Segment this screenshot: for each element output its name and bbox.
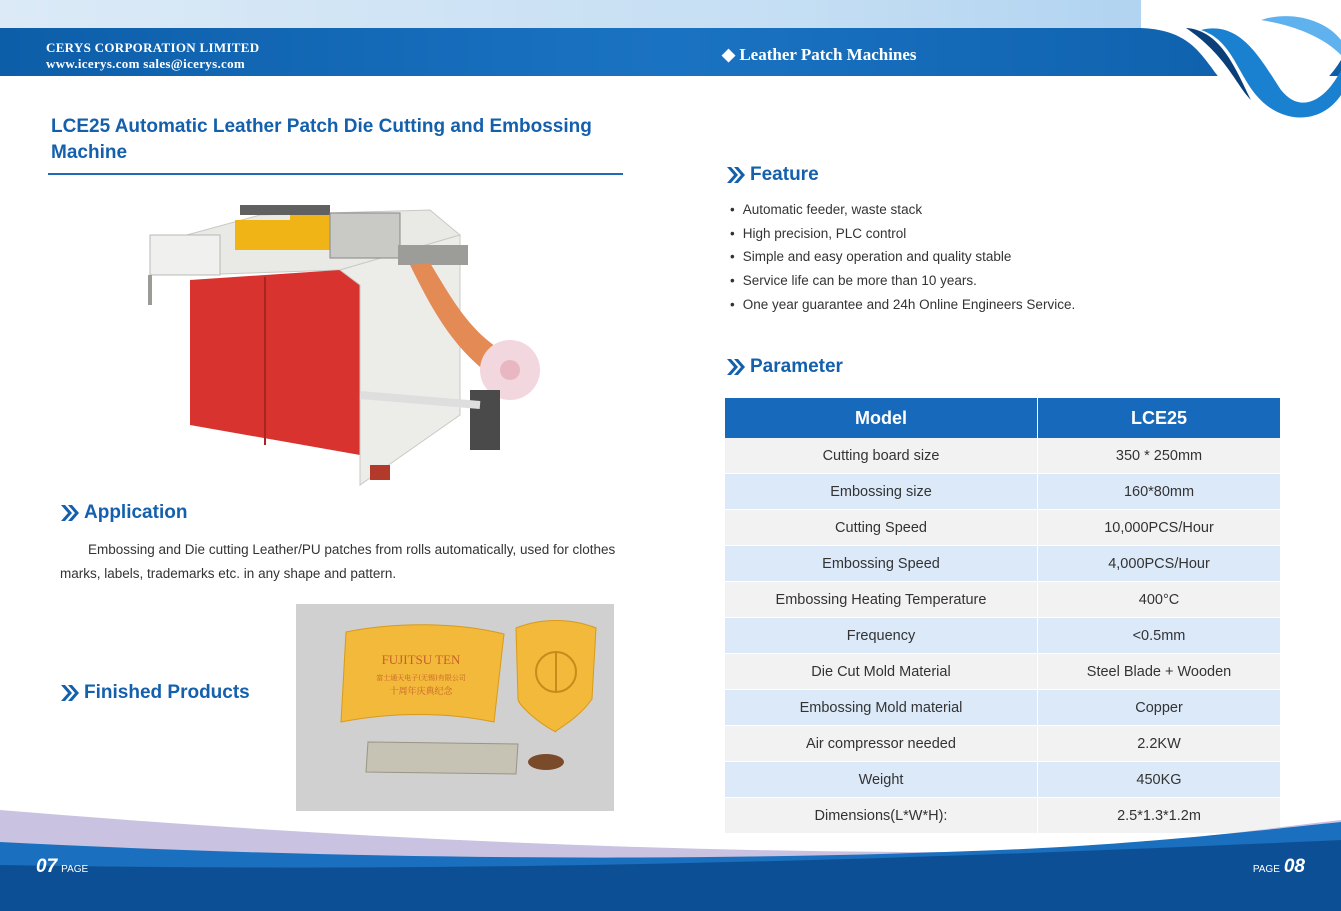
page-label-right: PAGE <box>1252 864 1280 875</box>
param-value: 2.5*1.3*1.2m <box>1038 798 1281 834</box>
double-chevron-icon <box>726 166 746 184</box>
parameter-heading <box>726 356 843 378</box>
param-value: <0.5mm <box>1038 618 1281 654</box>
param-label: Dimensions(L*W*H): <box>725 798 1038 834</box>
parameter-heading-text: Parameter <box>750 356 843 377</box>
feature-item: • Service life can be more than 10 years. <box>730 269 1075 293</box>
param-label: Weight <box>725 762 1038 798</box>
param-value: 350 * 250mm <box>1038 438 1281 474</box>
company-contact: www.icerys.com sales@icerys.com <box>46 56 245 71</box>
table-row <box>725 546 1280 582</box>
param-label: Cutting Speed <box>725 510 1038 546</box>
page-title: LCE25 Automatic Leather Patch Die Cutting and Embossing Machine <box>51 116 592 163</box>
products-illustration <box>296 604 614 811</box>
table-row <box>725 474 1280 510</box>
product-text-company: 富士通天电子(无锡)有限公司 <box>376 674 466 682</box>
header-top-band <box>0 0 1341 30</box>
param-label: Frequency <box>725 618 1038 654</box>
feature-item: • Simple and easy operation and quality stable <box>730 245 1075 269</box>
double-chevron-icon <box>60 504 80 522</box>
param-label: Embossing Mold material <box>725 690 1038 726</box>
feature-heading <box>726 164 819 186</box>
header-model: Model <box>725 398 1038 438</box>
parameter-table <box>725 398 1280 834</box>
param-label: Air compressor needed <box>725 726 1038 762</box>
application-heading <box>60 502 187 524</box>
section-title: ◆ Leather Patch Machines <box>722 45 917 64</box>
feature-item: • High precision, PLC control <box>730 222 1075 246</box>
param-value: 400°C <box>1038 582 1281 618</box>
table-row <box>725 438 1280 474</box>
product-text-brand: FUJITSU TEN <box>381 652 461 667</box>
param-value: 160*80mm <box>1038 474 1281 510</box>
table-row <box>725 690 1280 726</box>
page-number-right <box>1249 856 1305 878</box>
finished-products-photo <box>296 604 614 811</box>
title-divider <box>48 173 623 175</box>
page-number-left <box>36 856 92 878</box>
param-value: 10,000PCS/Hour <box>1038 510 1281 546</box>
param-label: Embossing Speed <box>725 546 1038 582</box>
product-text-anniversary: 十周年庆典纪念 <box>389 687 453 697</box>
table-row <box>725 618 1280 654</box>
param-value: 450KG <box>1038 762 1281 798</box>
param-value: 4,000PCS/Hour <box>1038 546 1281 582</box>
feature-item: • One year guarantee and 24h Online Engineers Service. <box>730 293 1075 317</box>
page-number-right-value: 08 <box>1283 856 1305 877</box>
header-lce25: LCE25 <box>1038 398 1281 438</box>
table-row <box>725 762 1280 798</box>
company-name: CERYS CORPORATION LIMITED <box>46 40 260 55</box>
page-label-left: PAGE <box>61 864 89 875</box>
param-value: 2.2KW <box>1038 726 1281 762</box>
double-chevron-icon <box>726 358 746 376</box>
company-block <box>46 40 259 72</box>
table-row <box>725 654 1280 690</box>
param-label: Embossing Heating Temperature <box>725 582 1038 618</box>
finished-products-heading-text: Finished Products <box>84 682 250 703</box>
finished-products-heading <box>60 682 250 704</box>
double-chevron-icon <box>60 684 80 702</box>
table-header-row <box>725 398 1280 438</box>
footer-wave <box>0 810 1341 911</box>
application-heading-text: Application <box>84 502 188 523</box>
param-label: Embossing size <box>725 474 1038 510</box>
header-wave-graphic <box>1141 0 1341 120</box>
application-description: Embossing and Die cutting Leather/PU patches from rolls automatically, used for clothes marks, labels, trademarks etc. in any shape and pattern. <box>60 542 616 581</box>
table-row <box>725 726 1280 762</box>
param-label: Die Cut Mold Material <box>725 654 1038 690</box>
feature-heading-text: Feature <box>750 164 819 185</box>
page-number-left-value: 07 <box>36 856 58 877</box>
table-row <box>725 582 1280 618</box>
feature-list <box>730 198 1075 317</box>
machine-illustration <box>130 195 560 490</box>
feature-item: • Automatic feeder, waste stack <box>730 198 1075 222</box>
param-value: Copper <box>1038 690 1281 726</box>
table-row <box>725 510 1280 546</box>
param-label: Cutting board size <box>725 438 1038 474</box>
param-value: Steel Blade + Wooden <box>1038 654 1281 690</box>
